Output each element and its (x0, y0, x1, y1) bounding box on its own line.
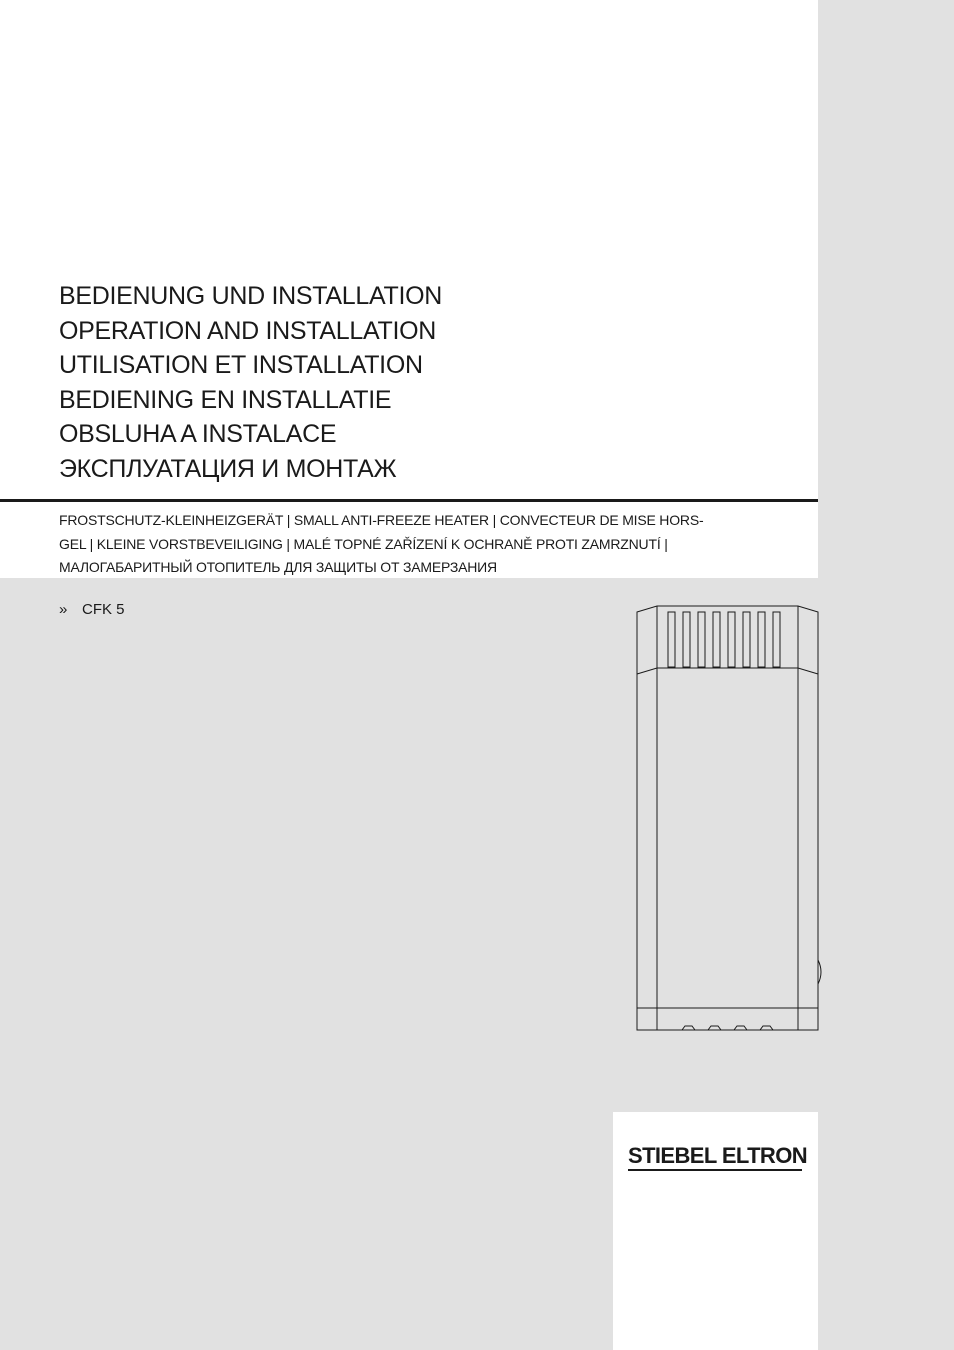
title-de: BEDIENUNG UND INSTALLATION (59, 282, 442, 310)
title-ru: ЭКСПЛУАТАЦИЯ И МОНТАЖ (59, 454, 397, 483)
title-fr: UTILISATION ET INSTALLATION (59, 351, 423, 379)
model-item (59, 599, 125, 621)
title-en: OPERATION AND INSTALLATION (59, 316, 436, 345)
brand-logo: STIEBEL ELTRON (628, 1143, 808, 1168)
document-titles (59, 279, 442, 486)
model-list (59, 599, 125, 621)
bullet-icon: » (59, 601, 68, 618)
product-description (59, 509, 759, 580)
title-divider (0, 499, 818, 502)
heater-illustration (630, 600, 826, 1036)
logo-underline (628, 1169, 802, 1171)
product-description-line: FROSTSCHUTZ-KLEINHEIZGERÄT | SMALL ANTI-FREEZE HEATER | CONVECTEUR DE MISE HORS- (59, 512, 704, 528)
brand-logo-box (613, 1112, 818, 1350)
title-nl: BEDIENING EN INSTALLATIE (59, 385, 392, 414)
model-name: CFK 5 (82, 601, 125, 618)
title-cs: OBSLUHA A INSTALACE (59, 420, 337, 448)
product-description-line: МАЛОГАБАРИТНЫЙ ОТОПИТЕЛЬ ДЛЯ ЗАЩИТЫ ОТ ЗАМЕРЗАНИЯ (59, 559, 497, 575)
product-description-line: GEL | KLEINE VORSTBEVEILIGING | MALÉ TOPNÉ ZAŘÍZENÍ K OCHRANĚ PROTI ZAMRZNUTÍ | (59, 535, 668, 552)
right-grey-strip (818, 0, 954, 1350)
